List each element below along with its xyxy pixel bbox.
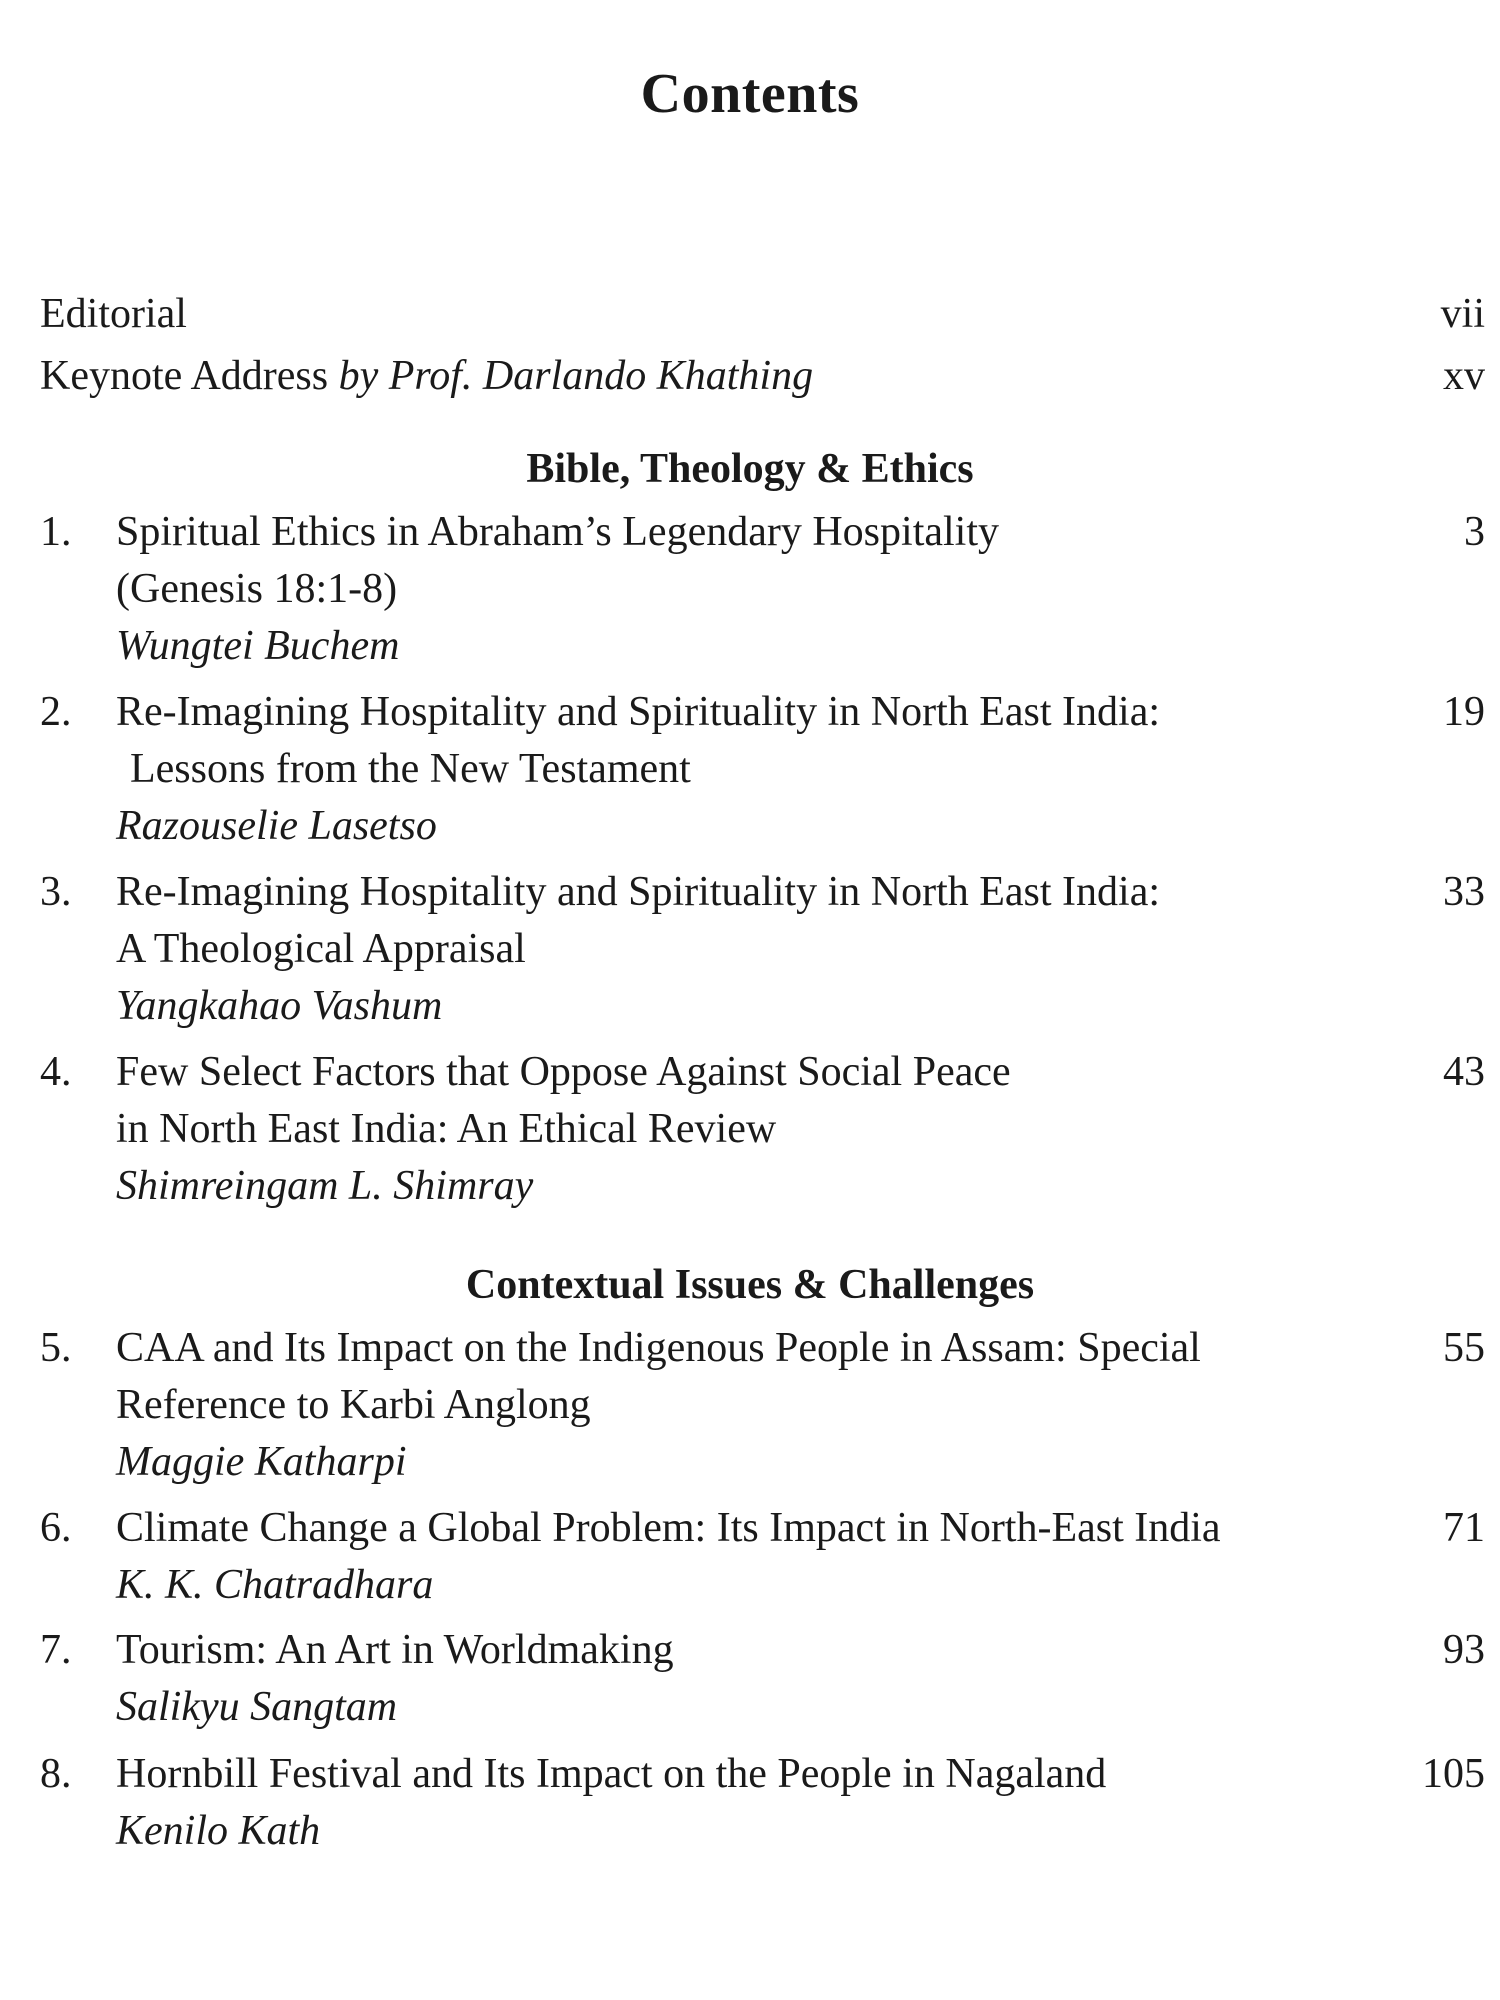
entry-body (116, 684, 1406, 855)
entry-title-line: in North East India: An Ethical Review (116, 1106, 777, 1152)
entry-author: Shimreingam L. Shimray (116, 1163, 534, 1209)
toc-page-number: vii (1440, 291, 1485, 337)
entry-title-line: Spiritual Ethics in Abraham’s Legendary Hospitality (116, 509, 1000, 555)
entry-body (116, 1746, 1406, 1860)
entry-page-number: 33 (1443, 869, 1485, 915)
entry-page-number: 93 (1443, 1627, 1485, 1673)
entry-page-number: 71 (1443, 1505, 1485, 1551)
entry-body (116, 1622, 1406, 1736)
entry-number: 5. (40, 1325, 72, 1371)
entry-number: 6. (40, 1505, 72, 1551)
entry-title-line: Hornbill Festival and Its Impact on the People in Nagaland (116, 1751, 1107, 1797)
entry-title-line: Re-Imagining Hospitality and Spirituality in North East India: (116, 689, 1161, 735)
entry-number: 7. (40, 1627, 72, 1673)
toc-label: Editorial (40, 291, 187, 337)
toc-label-byline: by Prof. Darlando Khathing (338, 353, 814, 399)
entry-title-line: CAA and Its Impact on the Indigenous People in Assam: Special (116, 1325, 1201, 1371)
entry-title-line: Reference to Karbi Anglong (116, 1382, 591, 1428)
entry-page-number: 3 (1464, 509, 1485, 555)
entry-number: 4. (40, 1049, 72, 1095)
section-heading: Contextual Issues & Challenges (465, 1262, 1035, 1308)
entry-page-number: 19 (1443, 689, 1485, 735)
entry-number: 8. (40, 1751, 72, 1797)
entry-page-number: 105 (1422, 1751, 1485, 1797)
entry-number: 3. (40, 869, 72, 915)
toc-label-text: Keynote Address (40, 353, 339, 399)
toc-page-number: xv (1443, 353, 1485, 399)
entry-title-line: Re-Imagining Hospitality and Spirituality in North East India: (116, 869, 1161, 915)
entry-title-line: Few Select Factors that Oppose Against Social Peace (116, 1049, 1011, 1095)
toc-label (40, 347, 813, 405)
entry-author: Maggie Katharpi (116, 1439, 407, 1485)
entry-title-line: (Genesis 18:1-8) (116, 566, 398, 612)
entry-title-line: Lessons from the New Testament (130, 746, 691, 792)
entry-author: Yangkahao Vashum (116, 983, 443, 1029)
entry-title-line: A Theological Appraisal (116, 926, 526, 972)
entry-title-line: Climate Change a Global Problem: Its Impact in North-East India (116, 1505, 1221, 1551)
entry-page-number: 55 (1443, 1325, 1485, 1371)
entry-author: Razouselie Lasetso (116, 803, 437, 849)
entry-author: Wungtei Buchem (116, 623, 400, 669)
entry-body (116, 1500, 1406, 1614)
entry-author: Salikyu Sangtam (116, 1684, 398, 1730)
page-title: Contents (640, 63, 860, 125)
entry-number: 2. (40, 689, 72, 735)
entry-author: K. K. Chatradhara (116, 1562, 434, 1608)
entry-title-line: Tourism: An Art in Worldmaking (116, 1627, 674, 1673)
entry-body (116, 1320, 1406, 1491)
entry-number: 1. (40, 509, 72, 555)
entry-page-number: 43 (1443, 1049, 1485, 1095)
entry-body (116, 504, 1406, 675)
entry-body (116, 1044, 1406, 1215)
entry-author: Kenilo Kath (116, 1808, 321, 1854)
entry-body (116, 864, 1406, 1035)
section-heading: Bible, Theology & Ethics (526, 446, 974, 492)
